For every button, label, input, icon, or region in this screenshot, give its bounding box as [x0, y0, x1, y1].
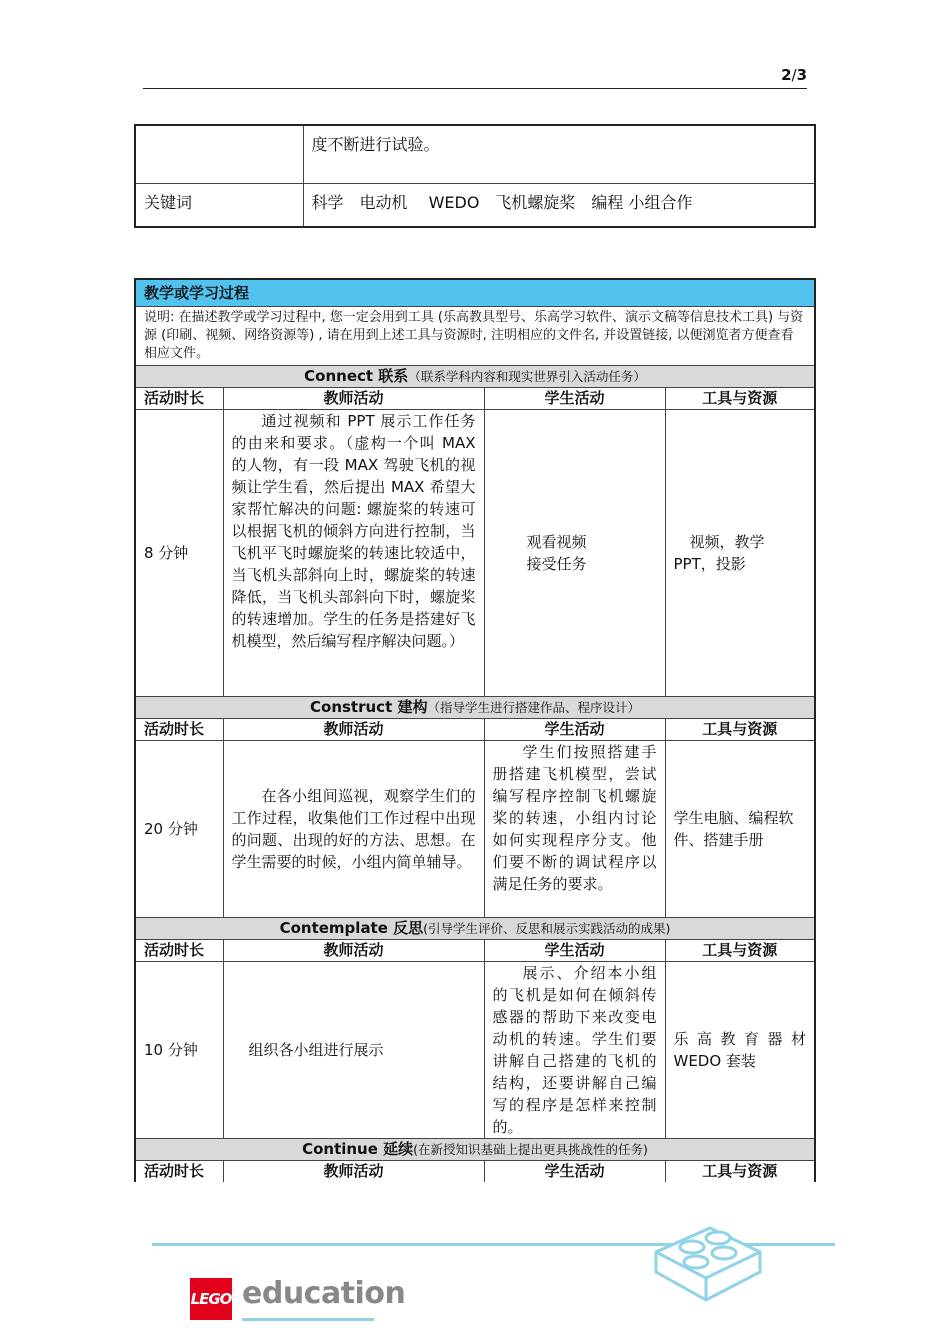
- col-teacher: 教师活动: [223, 1161, 484, 1183]
- col-duration: 活动时长: [135, 940, 223, 962]
- col-duration: 活动时长: [135, 1161, 223, 1183]
- info-table: [134, 124, 816, 228]
- phase-construct-header: Construct 建构（指导学生进行搭建作品、程序设计）: [135, 697, 815, 719]
- col-tools: 工具与资源: [665, 388, 815, 410]
- education-wordmark: education: [242, 1276, 406, 1311]
- lego-logo: LEGO: [190, 1278, 232, 1320]
- contemplate-student: 展示、介绍本小组的飞机是如何在倾斜传感器的帮助下来改变电动机的转速。学生们要讲解自己搭建的飞机的结构，还要讲解自己编写的程序是怎样来控制的。: [484, 962, 665, 1139]
- col-teacher: 教师活动: [223, 388, 484, 410]
- col-student: 学生活动: [484, 719, 665, 741]
- empty-cell: [135, 125, 303, 183]
- construct-duration: 20 分钟: [135, 741, 223, 918]
- construct-teacher: 在各小组间巡视，观察学生们的工作过程，收集他们工作过程中出现的问题、出现的好的方法、思想。在学生需要的时候，小组内简单辅导。: [223, 741, 484, 918]
- keywords-value: 科学 电动机 WEDO 飞机螺旋桨 编程 小组合作: [303, 183, 815, 227]
- header-rule: [143, 88, 807, 89]
- contemplate-tools: 乐 高 教 育 器 材 WEDO 套装: [665, 962, 815, 1139]
- connect-duration: 8 分钟: [135, 410, 223, 697]
- col-student: 学生活动: [484, 1161, 665, 1183]
- col-tools: 工具与资源: [665, 940, 815, 962]
- page-number: 2/3: [781, 66, 807, 84]
- col-teacher: 教师活动: [223, 719, 484, 741]
- keywords-label: 关键词: [135, 183, 303, 227]
- phase-contemplate-header: Contemplate 反思(引导学生评价、反思和展示实践活动的成果): [135, 918, 815, 940]
- connect-tools: 视频，教学 PPT，投影: [665, 410, 815, 697]
- construct-tools: 学生电脑、编程软件、搭建手册: [665, 741, 815, 918]
- process-table: [134, 278, 816, 1182]
- col-tools: 工具与资源: [665, 719, 815, 741]
- process-title: 教学或学习过程: [135, 279, 815, 307]
- col-duration: 活动时长: [135, 388, 223, 410]
- lego-brick-icon: [648, 1210, 768, 1310]
- contemplate-duration: 10 分钟: [135, 962, 223, 1139]
- wordmark-underline: [242, 1318, 374, 1321]
- connect-student: 观看视频 接受任务: [484, 410, 665, 697]
- phase-continue-header: Continue 延续(在新授知识基础上提出更具挑战性的任务): [135, 1139, 815, 1161]
- continued-text: 度不断进行试验。: [303, 125, 815, 183]
- process-note: 说明: 在描述教学或学习过程中, 您一定会用到工具 (乐高教具型号、乐高学习软件、演示文稿等信息技术工具) 与资源 (印刷、视频、网络资源等) , 请在用到上述工具与资源时, 注明相应的文件名, 并设置链接, 以便浏览者方便查看相应文件。: [135, 307, 815, 366]
- col-student: 学生活动: [484, 940, 665, 962]
- connect-teacher: 通过视频和 PPT 展示工作任务的由来和要求。（虚构一个叫 MAX 的人物，有一段 MAX 驾驶飞机的视频让学生看，然后提出 MAX 希望大家帮忙解决的问题: 螺旋桨的转速可以根据飞机的倾斜方向进行控制，当飞机平飞时螺旋桨的转速比较适中，当飞机头部斜向上时，螺旋桨的转速降低，当飞机头部斜向下时，螺旋桨的转速增加。学生的任务是搭建好飞机模型，然后编写程序解决问题。）: [223, 410, 484, 697]
- col-tools: 工具与资源: [665, 1161, 815, 1183]
- col-student: 学生活动: [484, 388, 665, 410]
- col-duration: 活动时长: [135, 719, 223, 741]
- phase-connect-header: Connect 联系（联系学科内容和现实世界引入活动任务）: [135, 366, 815, 388]
- construct-student: 学生们按照搭建手册搭建飞机模型，尝试编写程序控制飞机螺旋桨的转速，小组内讨论如何实现程序分支。他们要不断的调试程序以满足任务的要求。: [484, 741, 665, 918]
- contemplate-teacher: 组织各小组进行展示: [223, 962, 484, 1139]
- col-teacher: 教师活动: [223, 940, 484, 962]
